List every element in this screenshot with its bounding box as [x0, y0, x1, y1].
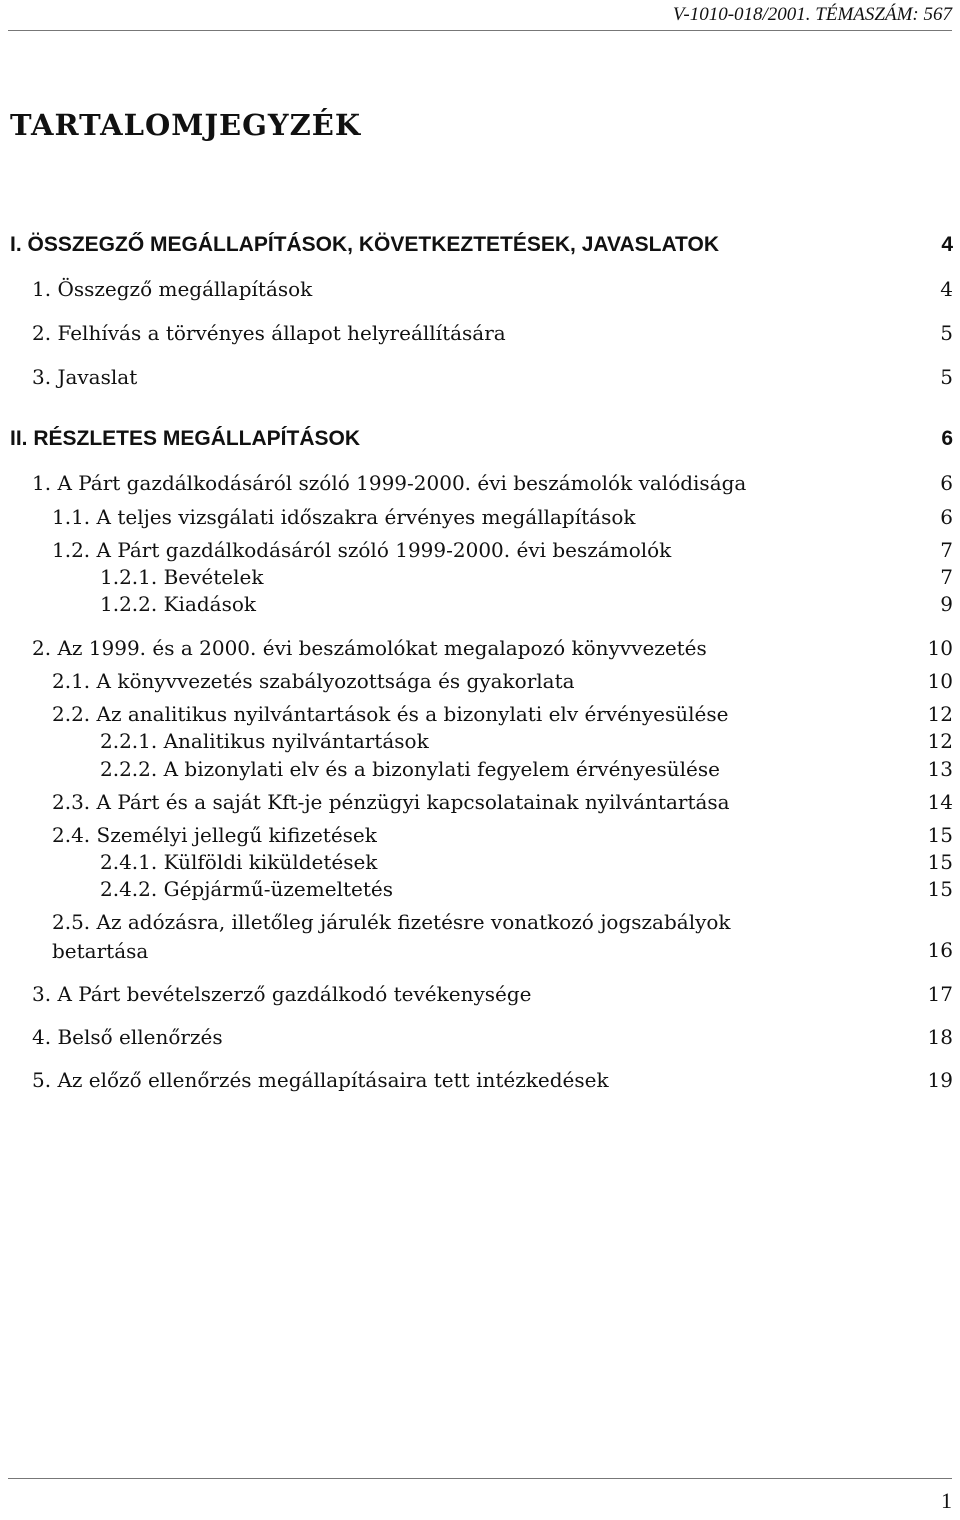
- toc-entry[interactable]: [0, 701, 960, 731]
- toc-entry[interactable]: [0, 908, 960, 968]
- toc-entry[interactable]: [0, 364, 960, 394]
- toc-entry-page: 7: [940, 538, 953, 562]
- toc-entry[interactable]: [0, 591, 960, 621]
- toc-entry-title: 2.5. Az adózásra, illetőleg járulék fizetésre vonatkozó jogszabályok betartása: [52, 910, 731, 963]
- toc-entry[interactable]: [0, 470, 960, 500]
- toc-entry-title: 2.3. A Párt és a saját Kft-je pénzügyi kapcsolatainak nyilvántartása: [52, 790, 730, 814]
- toc-entry[interactable]: [0, 756, 960, 786]
- toc-entry[interactable]: [0, 564, 960, 594]
- toc-entry-page: 18: [927, 1025, 953, 1049]
- toc-entry-page: 6: [940, 471, 953, 495]
- toc-entry[interactable]: [0, 1024, 960, 1054]
- toc-entry[interactable]: [0, 789, 960, 819]
- toc-entry-page: 12: [927, 702, 953, 726]
- toc-entry-page: 7: [940, 565, 953, 589]
- toc-entry-title: 2.2. Az analitikus nyilvántartások és a bizonylati elv érvényesülése: [52, 702, 729, 726]
- toc-entry[interactable]: [0, 849, 960, 879]
- toc-entry-title: 2.1. A könyvvezetés szabályozottsága és gyakorlata: [52, 669, 575, 693]
- toc-entry-title: 3. Javaslat: [32, 365, 138, 389]
- toc-entry[interactable]: [0, 537, 960, 567]
- toc-entry[interactable]: [0, 504, 960, 534]
- toc-entry-page: 5: [940, 365, 953, 389]
- toc-entry-title: 2.4.1. Külföldi kiküldetések: [100, 850, 378, 874]
- toc-entry-page: 13: [927, 757, 953, 781]
- toc-entry-title: 2. Az 1999. és a 2000. évi beszámolókat megalapozó könyvvezetés: [32, 636, 707, 660]
- toc-entry-title: 1.2.1. Bevételek: [100, 565, 264, 589]
- toc-entry-page: 15: [927, 823, 953, 847]
- toc-entry-page: 17: [927, 982, 953, 1006]
- toc-entry-page: 6: [941, 427, 953, 450]
- toc-entry-title: I. ÖSSZEGZŐ MEGÁLLAPÍTÁSOK, KÖVETKEZTETÉSEK, JAVASLATOK: [10, 233, 719, 256]
- toc-entry-page: 9: [940, 592, 953, 616]
- toc-entry-page: 19: [927, 1068, 953, 1092]
- toc-entry-title: 4. Belső ellenőrzés: [32, 1025, 223, 1049]
- toc-entry[interactable]: [0, 728, 960, 758]
- toc-entry-title: 2. Felhívás a törvényes állapot helyreállítására: [32, 321, 506, 345]
- document-reference: V-1010-018/2001. TÉMASZÁM: 567: [672, 4, 952, 25]
- toc-entry-title: 5. Az előző ellenőrzés megállapításaira tett intézkedések: [32, 1068, 609, 1092]
- toc-entry-title: 1.2. A Párt gazdálkodásáról szóló 1999-2000. évi beszámolók: [52, 538, 672, 562]
- toc-entry-title: 1. A Párt gazdálkodásáról szóló 1999-2000. évi beszámolók valódisága: [32, 471, 747, 495]
- toc-entry-page: 5: [940, 321, 953, 345]
- toc-entry-title: II. RÉSZLETES MEGÁLLAPÍTÁSOK: [10, 427, 361, 450]
- toc-entry-title: 2.2.2. A bizonylati elv és a bizonylati fegyelem érvényesülése: [100, 757, 720, 781]
- toc-entry-section-2[interactable]: [0, 426, 960, 456]
- toc-entry-title: 2.2.1. Analitikus nyilvántartások: [100, 729, 429, 753]
- toc-title: TARTALOMJEGYZÉK: [10, 108, 362, 142]
- toc-entry[interactable]: [0, 320, 960, 350]
- toc-entry-page: 4: [940, 277, 953, 301]
- toc-entry-title: 1. Összegző megállapítások: [32, 277, 313, 301]
- toc-entry[interactable]: [0, 1067, 960, 1097]
- page-number: 1: [941, 1488, 952, 1513]
- toc-entry-page: 16: [927, 938, 953, 962]
- toc-entry-title: 2.4.2. Gépjármű-üzemeltetés: [100, 877, 393, 901]
- header-divider: [8, 30, 952, 31]
- toc-entry-page: 6: [940, 505, 953, 529]
- toc-entry-section-1[interactable]: [0, 232, 960, 262]
- toc-entry-title: 1.1. A teljes vizsgálati időszakra érvényes megállapítások: [52, 505, 636, 529]
- toc-entry[interactable]: [0, 981, 960, 1011]
- toc-entry[interactable]: [0, 668, 960, 698]
- toc-entry[interactable]: [0, 276, 960, 306]
- toc-entry-page: 10: [927, 636, 953, 660]
- toc-entry-page: 4: [941, 233, 953, 256]
- toc-entry[interactable]: [0, 876, 960, 906]
- toc-entry-title: 1.2.2. Kiadások: [100, 592, 257, 616]
- toc-entry-page: 15: [927, 850, 953, 874]
- toc-entry[interactable]: [0, 822, 960, 852]
- footer-divider: [8, 1478, 952, 1479]
- toc-entry-page: 14: [927, 790, 953, 814]
- toc-entry-title: 2.4. Személyi jellegű kifizetések: [52, 823, 377, 847]
- toc-entry-page: 10: [927, 669, 953, 693]
- toc-entry-page: 12: [927, 729, 953, 753]
- toc-entry-page: 15: [927, 877, 953, 901]
- toc-entry-title: 3. A Párt bevételszerző gazdálkodó tevékenysége: [32, 982, 532, 1006]
- toc-entry[interactable]: [0, 635, 960, 665]
